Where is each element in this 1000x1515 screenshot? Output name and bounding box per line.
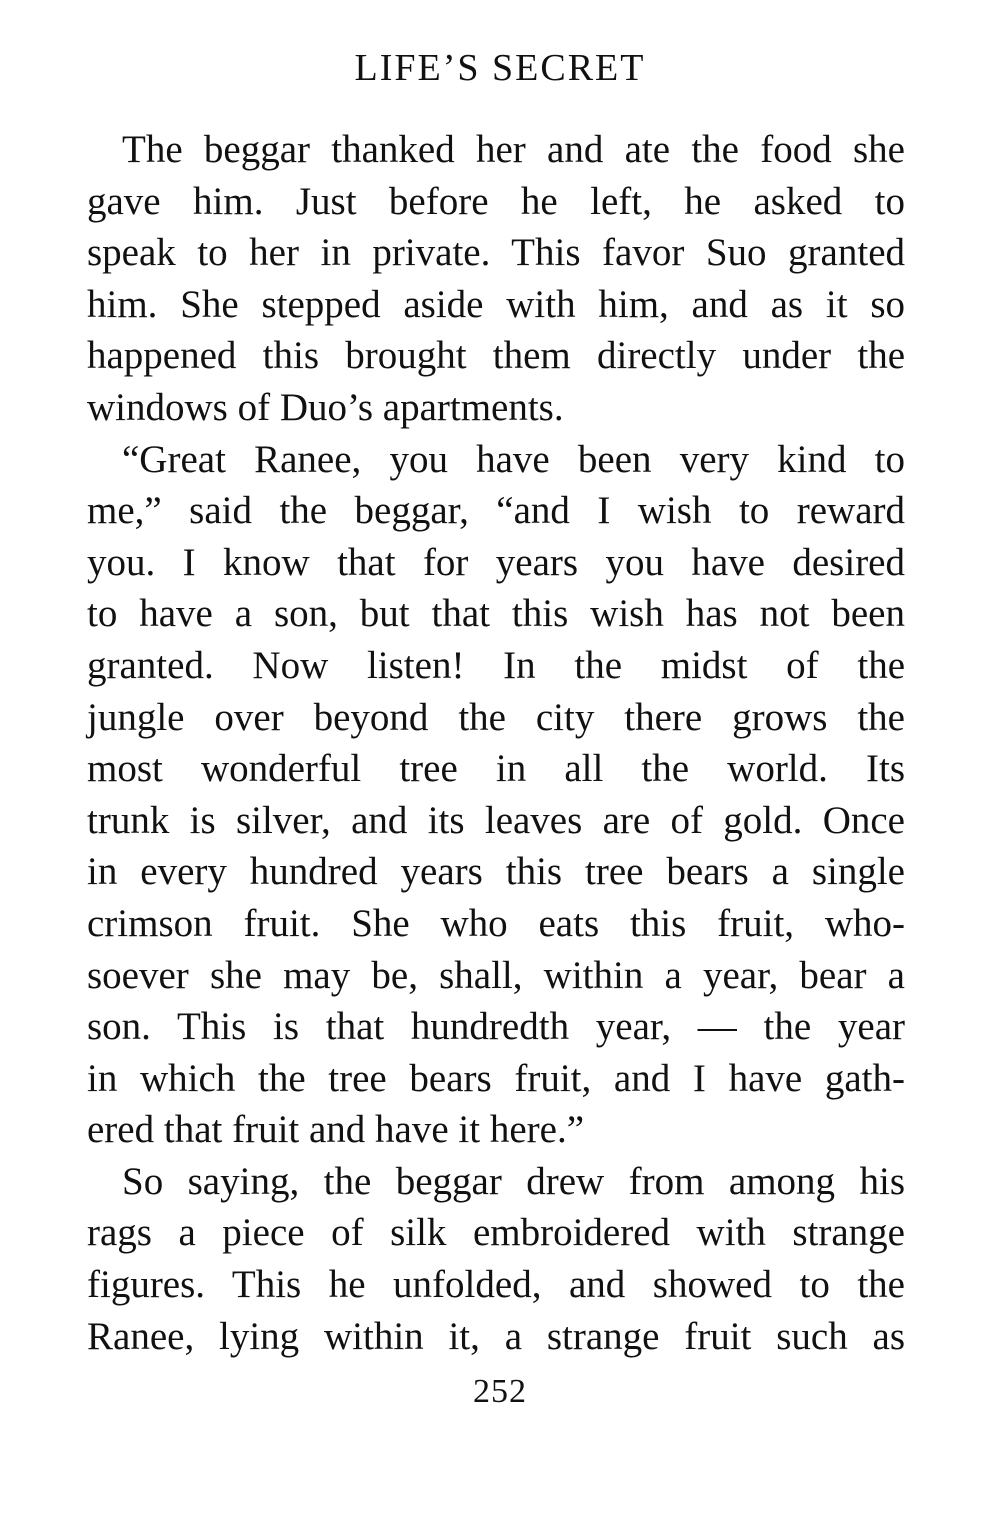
text-line: figures. This he unfolded, and showed to the bbox=[87, 1263, 905, 1307]
text-line: jungle over beyond the city there grows the bbox=[87, 695, 905, 739]
text-line: speak to her in private. This favor Suo granted bbox=[87, 231, 905, 275]
text-line: Ranee, lying within it, a strange fruit such as bbox=[87, 1314, 905, 1358]
text-line: happened this brought them directly under the bbox=[87, 334, 905, 378]
text-line: rags a piece of silk embroidered with strange bbox=[87, 1211, 905, 1255]
page-number: 252 bbox=[473, 1373, 527, 1410]
text-line: granted. Now listen! In the midst of the bbox=[87, 643, 905, 687]
text-line: “Great Ranee, you have been very kind to bbox=[122, 437, 905, 481]
text-line: windows of Duo’s apartments. bbox=[87, 385, 564, 429]
text-line: in which the tree bears fruit, and I have gath- bbox=[87, 1056, 905, 1100]
text-line: The beggar thanked her and ate the food she bbox=[122, 128, 905, 171]
text-line: soever she may be, shall, within a year, bear a bbox=[87, 953, 905, 997]
text-line: ered that fruit and have it here.” bbox=[87, 1108, 585, 1152]
text-line: you. I know that for years you have desired bbox=[87, 540, 905, 584]
text-line: trunk is silver, and its leaves are of gold. Once bbox=[87, 798, 905, 842]
text-line: me,” said the beggar, “and I wish to reward bbox=[87, 489, 905, 533]
text-line: son. This is that hundredth year, — the year bbox=[87, 1005, 905, 1049]
running-head: LIFE’S SECRET bbox=[354, 47, 646, 89]
text-line: him. She stepped aside with him, and as it so bbox=[87, 282, 905, 326]
text-line: most wonderful tree in all the world. Its bbox=[87, 747, 905, 791]
text-line: crimson fruit. She who eats this fruit, who- bbox=[87, 901, 905, 945]
body-text bbox=[87, 124, 905, 1362]
text-line: gave him. Just before he left, he asked to bbox=[87, 179, 905, 223]
text-line: So saying, the beggar drew from among his bbox=[122, 1159, 905, 1203]
text-line: in every hundred years this tree bears a single bbox=[87, 850, 905, 894]
text-line: to have a son, but that this wish has not been bbox=[87, 592, 905, 636]
